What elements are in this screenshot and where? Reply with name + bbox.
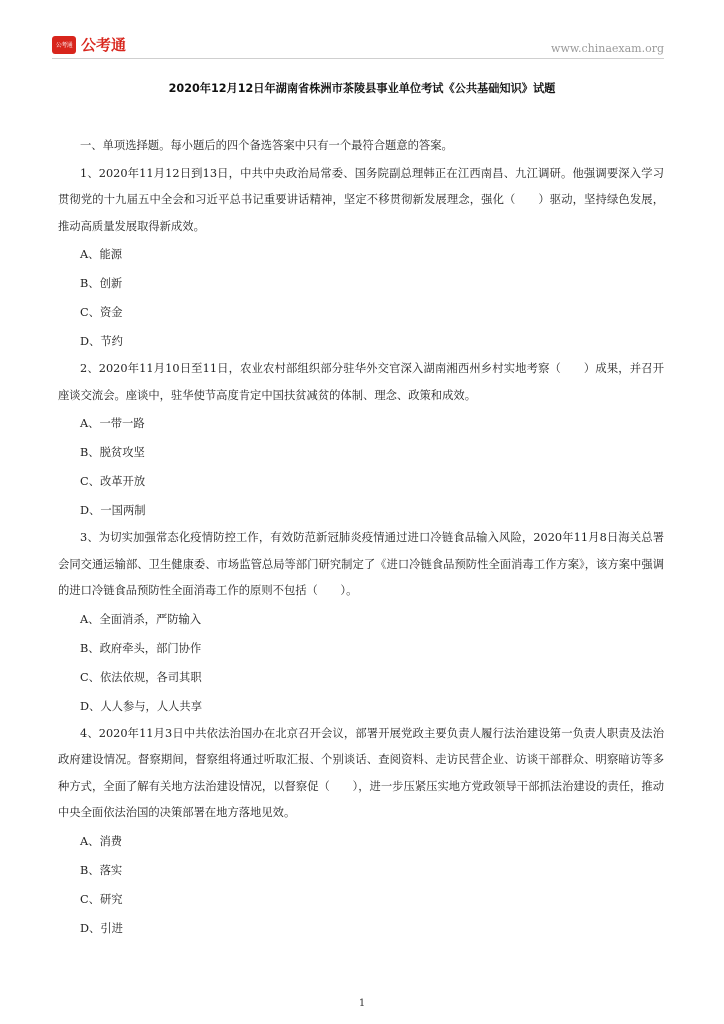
document-body <box>58 132 664 943</box>
question-4 <box>58 721 664 943</box>
question-text: 1、2020年11月12日到13日，中共中央政治局常委、国务院副总理韩正在江西南昌、九江调研。他强调要深入学习贯彻党的十九届五中全会和习近平总书记重要讲话精神，坚定不移贯彻新发展理念，强化（ ）驱动，坚持绿色发展，推动高质量发展取得新成效。 <box>58 166 664 233</box>
option-d: D、人人参与，人人共享 <box>80 699 203 713</box>
page-number: 1 <box>358 998 366 1009</box>
question-2 <box>58 356 664 525</box>
section-intro: 一、单项选择题。每小题后的四个备选答案中只有一个最符合题意的答案。 <box>80 139 453 152</box>
option-c: C、改革开放 <box>80 475 146 488</box>
question-3 <box>58 525 664 721</box>
option-b: B、创新 <box>80 277 123 290</box>
option-c: C、依法依规，各司其职 <box>80 670 202 684</box>
option-c: C、研究 <box>80 892 123 906</box>
brand-logo[interactable] <box>52 34 126 55</box>
option-b: B、落实 <box>80 863 123 877</box>
option-a: A、能源 <box>80 248 123 261</box>
logo-mark-icon: 公考通 <box>52 36 76 54</box>
option-d: D、节约 <box>80 335 123 348</box>
option-a: A、全面消杀，严防输入 <box>80 612 202 626</box>
option-d: D、一国两制 <box>80 504 146 517</box>
option-c: C、资金 <box>80 306 123 319</box>
question-1 <box>58 161 664 357</box>
question-text: 4、2020年11月3日中共依法治国办在北京召开会议，部署开展党政主要负责人履行法治建设第一负责人职责及法治政府建设情况。督察期间，督察组将通过听取汇报、个别谈话、查阅资料、走访民营企业、访谈干部群众、明察暗访等多种方式，全面了解有关地方法治建设情况，以督察促（ ），进一步压紧压实地方党政领导干部抓法治建设的责任，推动中央全面依法治国的决策部署在地方落地见效。 <box>58 726 664 819</box>
option-b: B、政府牵头，部门协作 <box>80 641 202 655</box>
option-a: A、消费 <box>80 834 123 848</box>
option-a: A、一带一路 <box>80 417 145 430</box>
document-title: 2020年12月12日年湖南省株洲市茶陵县事业单位考试《公共基础知识》试题 <box>168 82 556 95</box>
option-d: D、引进 <box>80 921 123 935</box>
site-url[interactable]: www.chinaexam.org <box>551 42 664 55</box>
option-b: B、脱贫攻坚 <box>80 446 145 459</box>
logo-text: 公考通 <box>81 36 127 54</box>
header-divider <box>52 58 664 59</box>
question-text: 3、为切实加强常态化疫情防控工作，有效防范新冠肺炎疫情通过进口冷链食品输入风险，2020年11月8日海关总署会同交通运输部、卫生健康委、市场监管总局等部门研究制定了《进口冷链食品预防性全面消毒工作方案》，该方案中强调的进口冷链食品预防性全面消毒工作的原则不包括（ ）。 <box>58 531 664 597</box>
question-text: 2、2020年11月10日至11日，农业农村部组织部分驻华外交官深入湖南湘西州乡村实地考察（ ）成果，并召开座谈交流会。座谈中，驻华使节高度肯定中国扶贫减贫的体制、理念、政策和成效。 <box>58 362 664 402</box>
